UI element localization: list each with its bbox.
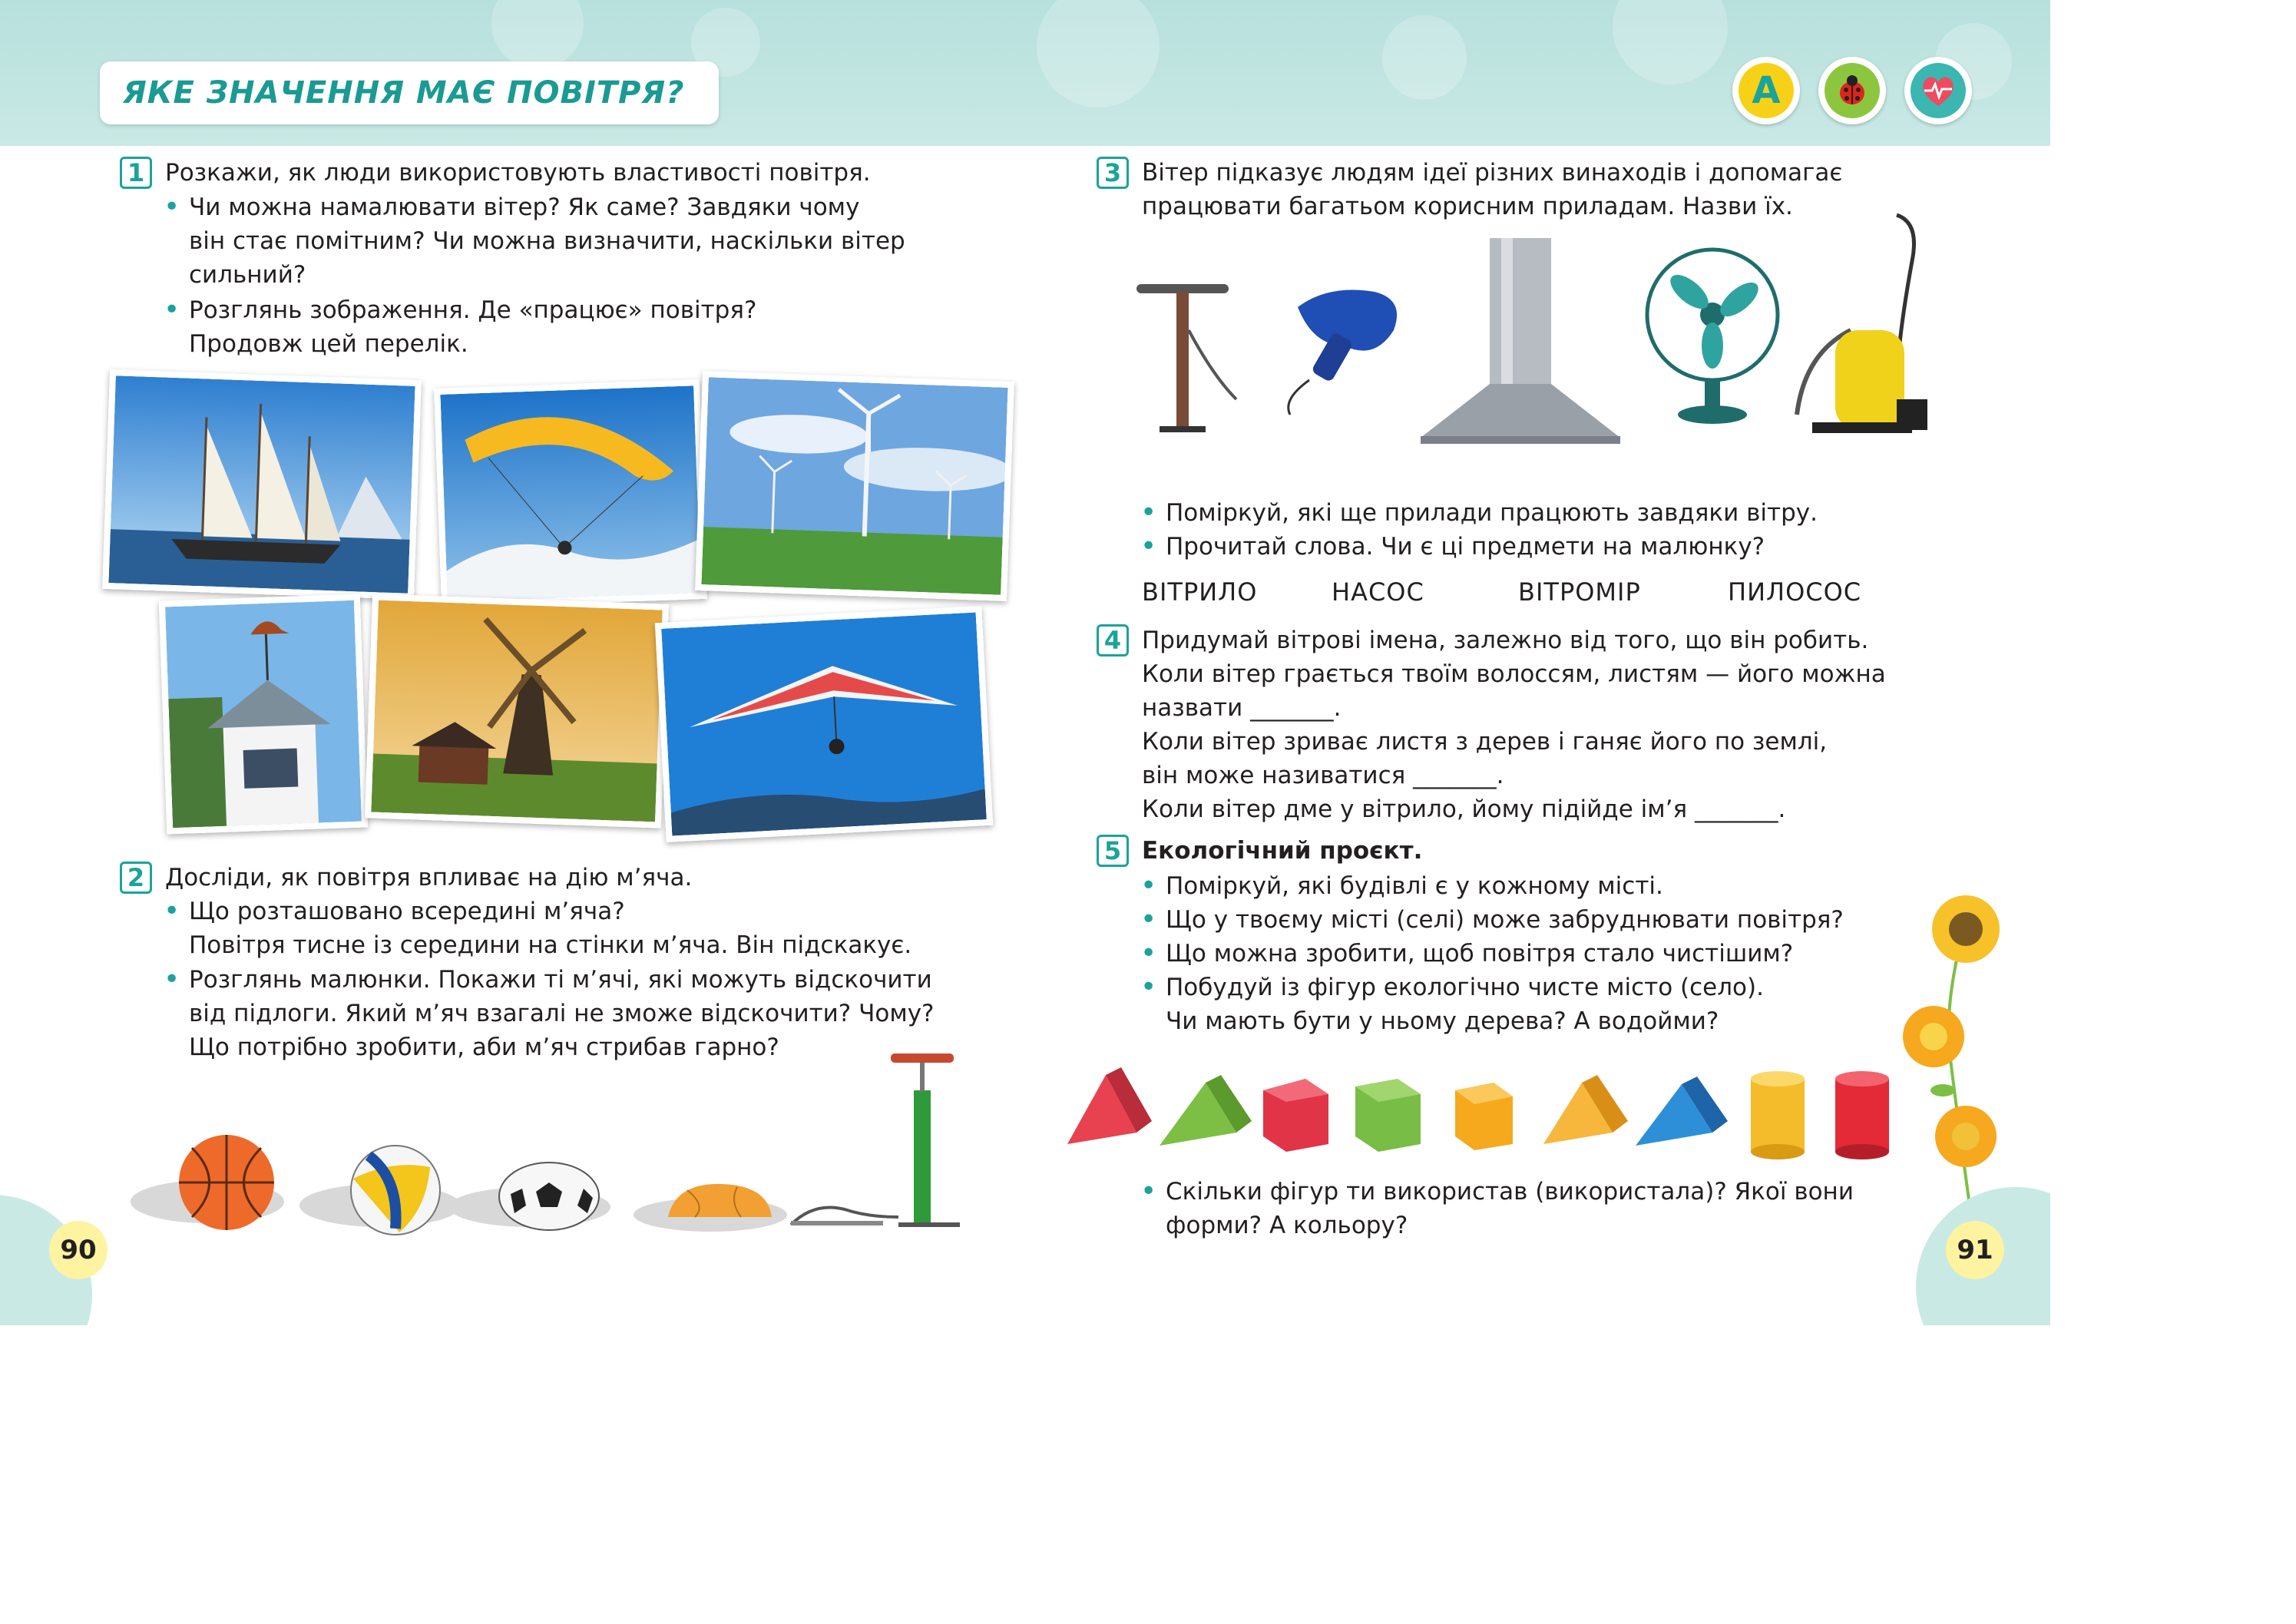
word-pylosos: ПИЛОСОС — [1728, 577, 1862, 607]
ladybug-icon — [1825, 63, 1880, 118]
task5-final-line2: форми? А кольору? — [1166, 1212, 1408, 1239]
task-number-2: 2 — [120, 862, 152, 894]
green-prism-icon — [1160, 1075, 1252, 1146]
sunflowers-decoration — [1897, 891, 2012, 1213]
task-number-5: 5 — [1097, 835, 1129, 867]
sunflower-icon — [1932, 895, 2000, 963]
hand-pump-icon — [791, 1053, 960, 1227]
word-nasos: НАСОС — [1332, 577, 1424, 607]
task2-bullet2-line1: Розглянь малюнки. Покажи ті м’ячі, які можуть відскочити — [189, 966, 932, 994]
yellow-prism-icon — [1543, 1075, 1628, 1144]
task5-bullet2: Що у твоєму місті (селі) може забруднювати повітря? — [1166, 906, 1844, 934]
page-number-right: 91 — [1946, 1221, 2004, 1279]
wind-devices-illustration — [1129, 192, 1943, 476]
word-vitrylo: ВІТРИЛО — [1142, 577, 1258, 607]
bullet-dot-icon: • — [1140, 870, 1157, 901]
kitchen-hood-icon — [1421, 238, 1620, 444]
task4-line5: він може називатися _______. — [1142, 762, 1504, 789]
task3-line2: працювати багатьом корисним приладам. Назви їх. — [1142, 193, 1793, 220]
orange-cube-icon — [1455, 1083, 1513, 1150]
page-title-box — [100, 61, 719, 124]
task-number-4: 4 — [1097, 624, 1129, 657]
letter-a-icon: A — [1739, 63, 1794, 118]
task2-bullet2-line3: Що потрібно зробити, аби м’яч стрибав гарно? — [189, 1034, 779, 1061]
ladybug-badge — [1818, 57, 1886, 124]
red-prism-icon — [1067, 1067, 1152, 1144]
task5-bullet3: Що можна зробити, щоб повітря стало чистішим? — [1166, 940, 1794, 967]
task1-bullet2-line2: Продовж цей перелік. — [189, 330, 468, 358]
bullet-dot-icon: • — [1140, 938, 1157, 969]
task1-bullet1-line1: Чи можна намалювати вітер? Як саме? Завдяки чому — [189, 193, 860, 221]
bullet-dot-icon: • — [1140, 1176, 1157, 1207]
yellow-cylinder-icon — [1751, 1071, 1805, 1159]
header-bubble — [1613, 0, 1728, 84]
blue-prism-icon — [1636, 1077, 1728, 1146]
task5-bullet1: Поміркуй, які будівлі є у кожному місті. — [1166, 872, 1663, 900]
task2-bullet2-line2: від підлоги. Який м’яч взагалі не зможе відскочити? Чому? — [189, 1000, 935, 1027]
task1-instruction: Розкажи, як люди використовують властивості повітря. — [165, 159, 871, 187]
task5-bullet4-line2: Чи мають бути у ньому дерева? А водойми? — [1166, 1007, 1719, 1035]
bullet-dot-icon: • — [1140, 497, 1157, 528]
task1-bullet1-line3: сильний? — [189, 261, 306, 289]
task4-line2: Коли вітер грається твоїм волоссям, листям — його можна — [1142, 660, 1886, 688]
task1-bullet2-line1: Розглянь зображення. Де «працює» повітря? — [189, 296, 757, 324]
task2-bullet1-line1: Що розташовано всередині м’яча? — [189, 898, 625, 925]
basketball-icon — [179, 1135, 274, 1230]
hair-dryer-icon — [1289, 290, 1397, 415]
bullet-dot-icon: • — [1140, 531, 1157, 562]
deflated-ball-icon — [668, 1184, 772, 1217]
shapes-illustration — [1060, 1060, 1920, 1167]
heart-pulse-icon — [1911, 63, 1966, 118]
header-bubble — [1037, 0, 1160, 107]
task1-bullet1-line2: він стає помітним? Чи можна визначити, наскільки вітер — [189, 227, 905, 255]
letter-a-badge — [1732, 57, 1800, 124]
heart-badge — [1904, 57, 1972, 124]
task-number-3: 3 — [1097, 157, 1129, 189]
vacuum-cleaner-icon — [1797, 215, 1927, 433]
green-cube-icon — [1355, 1079, 1421, 1152]
volleyball-icon — [351, 1146, 440, 1235]
sunflower-icon — [1935, 1106, 1997, 1167]
balls-illustration — [123, 1044, 968, 1244]
task5-bullet4-line1: Побудуй із фігур екологічно чисте місто (село). — [1166, 974, 1764, 1001]
task3-line1: Вітер підказує людям ідеї різних винаходів і допомагає — [1142, 159, 1843, 187]
weather-vane-photo — [159, 594, 368, 835]
bicycle-pump-icon — [1136, 284, 1236, 432]
word-vitromir: ВІТРОМІР — [1518, 577, 1641, 607]
paraglider-photo — [434, 379, 707, 608]
electric-fan-icon — [1647, 250, 1778, 424]
task4-line1: Придумай вітрові імена, залежно від того, що він робить. — [1142, 627, 1869, 654]
bullet-dot-icon: • — [164, 964, 180, 995]
bullet-dot-icon: • — [164, 191, 180, 223]
header-bubble — [1382, 15, 1467, 100]
task5-final-line1: Скільки фігур ти використав (використала)? Якої вони — [1166, 1178, 1854, 1206]
bullet-dot-icon: • — [1140, 904, 1157, 935]
task3-bullet2: Прочитай слова. Чи є ці предмети на малюнку? — [1166, 533, 1765, 561]
hang-glider-photo — [655, 606, 993, 842]
task4-line6: Коли вітер дме у вітрило, йому підійде ім’я _______. — [1142, 795, 1786, 823]
sailing-ship-photo — [102, 369, 422, 600]
soccer-ball-icon — [499, 1163, 599, 1230]
wind-turbines-photo — [695, 371, 1014, 601]
bullet-dot-icon: • — [164, 895, 180, 927]
bullet-dot-icon: • — [164, 294, 180, 326]
task2-instruction: Досліди, як повітря впливає на дію м’яча. — [165, 864, 693, 891]
red-cylinder-icon — [1835, 1071, 1889, 1159]
task4-line3: назвати _______. — [1142, 694, 1342, 722]
task5-title: Екологічний проєкт. — [1142, 837, 1423, 865]
sunflower-icon — [1903, 1006, 1964, 1067]
page-title: ЯКЕ ЗНАЧЕННЯ МАЄ ПОВІТРЯ? — [123, 75, 685, 111]
task4-line4: Коли вітер зриває листя з дерев і ганяє його по землі, — [1142, 728, 1828, 756]
red-cube-icon — [1263, 1079, 1328, 1152]
task3-bullet1: Поміркуй, які ще прилади працюють завдяки вітру. — [1166, 499, 1818, 527]
bullet-dot-icon: • — [1140, 971, 1157, 1003]
header-bubble — [491, 0, 584, 69]
windmill-photo — [365, 594, 669, 828]
page-number-left: 90 — [49, 1221, 108, 1279]
task-number-1: 1 — [120, 157, 152, 189]
task2-bullet1-line2: Повітря тисне із середини на стінки м’яча. Він підскакує. — [189, 931, 912, 959]
